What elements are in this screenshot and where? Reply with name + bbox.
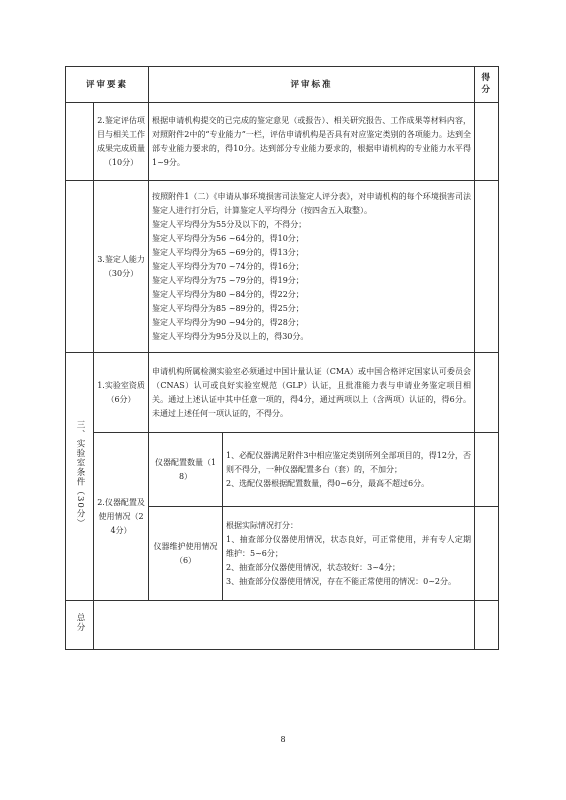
appraiser-line: 鉴定人平均得分为55分及以下的，不得分； <box>152 219 307 229</box>
row-label-instruments: 2.仪器配置及使用情况（24分） <box>94 433 149 601</box>
appraiser-line: 鉴定人平均得分为70 ~74分的，得16分； <box>152 261 304 271</box>
row-label-appraiser: 3.鉴定人能力（30分） <box>94 181 149 353</box>
score-cell <box>475 103 499 181</box>
section-lab-conditions: 三、实验室条件（30分） <box>66 353 94 601</box>
table-row <box>66 433 499 507</box>
table-header-row <box>66 67 499 103</box>
score-cell <box>475 353 499 433</box>
maintenance-line: 1、抽查部分仪器使用情况，状态良好，可正常使用，并有专人定期维护：5~6分； <box>226 534 472 558</box>
table-row <box>66 353 499 433</box>
appraiser-line: 鉴定人平均得分为85 ~89分的，得25分； <box>152 303 304 313</box>
appraiser-line: 鉴定人平均得分为80 ~84分的，得22分； <box>152 289 304 299</box>
total-blank <box>94 601 475 650</box>
total-row <box>66 601 499 650</box>
sub-criteria-instrument-maintenance <box>223 507 475 601</box>
row-label-quality: 2.鉴定评估项目与相关工作成果完成质量（10分） <box>94 103 149 181</box>
header-item: 评审要素 <box>66 67 149 103</box>
total-score-cell <box>475 601 499 650</box>
score-cell <box>475 181 499 353</box>
appraiser-line: 鉴定人平均得分为90 ~94分的，得28分； <box>152 317 304 327</box>
instrument-count-line: 2、选配仪器根据配置数量，得0~6分，最高不超过6分。 <box>226 478 430 488</box>
table-row <box>66 181 499 353</box>
sub-label-instrument-maintenance: 仪器维护使用情况（6） <box>149 507 223 601</box>
total-label: 总分 <box>66 601 94 650</box>
sub-label-instrument-count: 仪器配置数量（18） <box>149 433 223 507</box>
appraiser-line: 鉴定人平均得分为75 ~79分的，得19分； <box>152 275 304 285</box>
page-number: 8 <box>280 735 286 744</box>
row-criteria-appraiser <box>149 181 475 353</box>
maintenance-line: 3、抽查部分仪器使用情况，存在不能正常使用的情况：0~2分。 <box>226 576 456 586</box>
appraiser-line: 鉴定人平均得分为95分及以上的，得30分。 <box>152 331 309 341</box>
maintenance-line: 根据实际情况打分： <box>226 520 299 530</box>
score-cell <box>475 433 499 507</box>
appraiser-line: 鉴定人平均得分为56 ~64分的，得10分； <box>152 233 304 243</box>
blank-section-cell <box>66 181 94 353</box>
instrument-count-line: 1、必配仪器满足附件3中相应鉴定类别所列全部项目的，得12分，否则不得分，一种仪器配置多台（套）的，不加分； <box>226 450 472 474</box>
maintenance-line: 2、抽查部分仪器使用情况，状态较好：3~4分； <box>226 562 400 572</box>
score-cell <box>475 507 499 601</box>
blank-section-cell <box>66 103 94 181</box>
table-row <box>66 103 499 181</box>
scoring-table <box>65 66 499 650</box>
row-criteria-quality: 根据申请机构提交的已完成的鉴定意见（或报告）、相关研究报告、工作成果等材料内容，对照附件2中的“专业能力”一栏，评估申请机构是否具有对应鉴定类别的各项能力。达到全部专业能力要求的，得10分。达到部分专业能力要求的，根据申请机构的专业能力水平得1~9分。 <box>149 103 475 181</box>
header-criteria: 评审标准 <box>149 67 475 103</box>
appraiser-intro: 按照附件1（二）《申请从事环境损害司法鉴定人评分表》，对申请机构的每个环境损害司法鉴定人进行打分后，计算鉴定人平均得分（按四舍五入取整）。 <box>152 191 472 215</box>
appraiser-line: 鉴定人平均得分为65 ~69分的，得13分； <box>152 247 304 257</box>
header-score: 得分 <box>475 67 499 103</box>
row-criteria-lab-qualification: 申请机构所属检测实验室必须通过中国计量认证（CMA）或中国合格评定国家认可委员会（CNAS）认可或良好实验室规范（GLP）认证，且批准能力表与申请业务鉴定项目相关。通过上述认证中其中任意一项的，得4分，通过两项以上（含两项）认证的，得6分。未通过上述任何一项认证的，不得分。 <box>149 353 475 433</box>
row-label-lab-qualification: 1.实验室资质（6分） <box>94 353 149 433</box>
sub-criteria-instrument-count <box>223 433 475 507</box>
